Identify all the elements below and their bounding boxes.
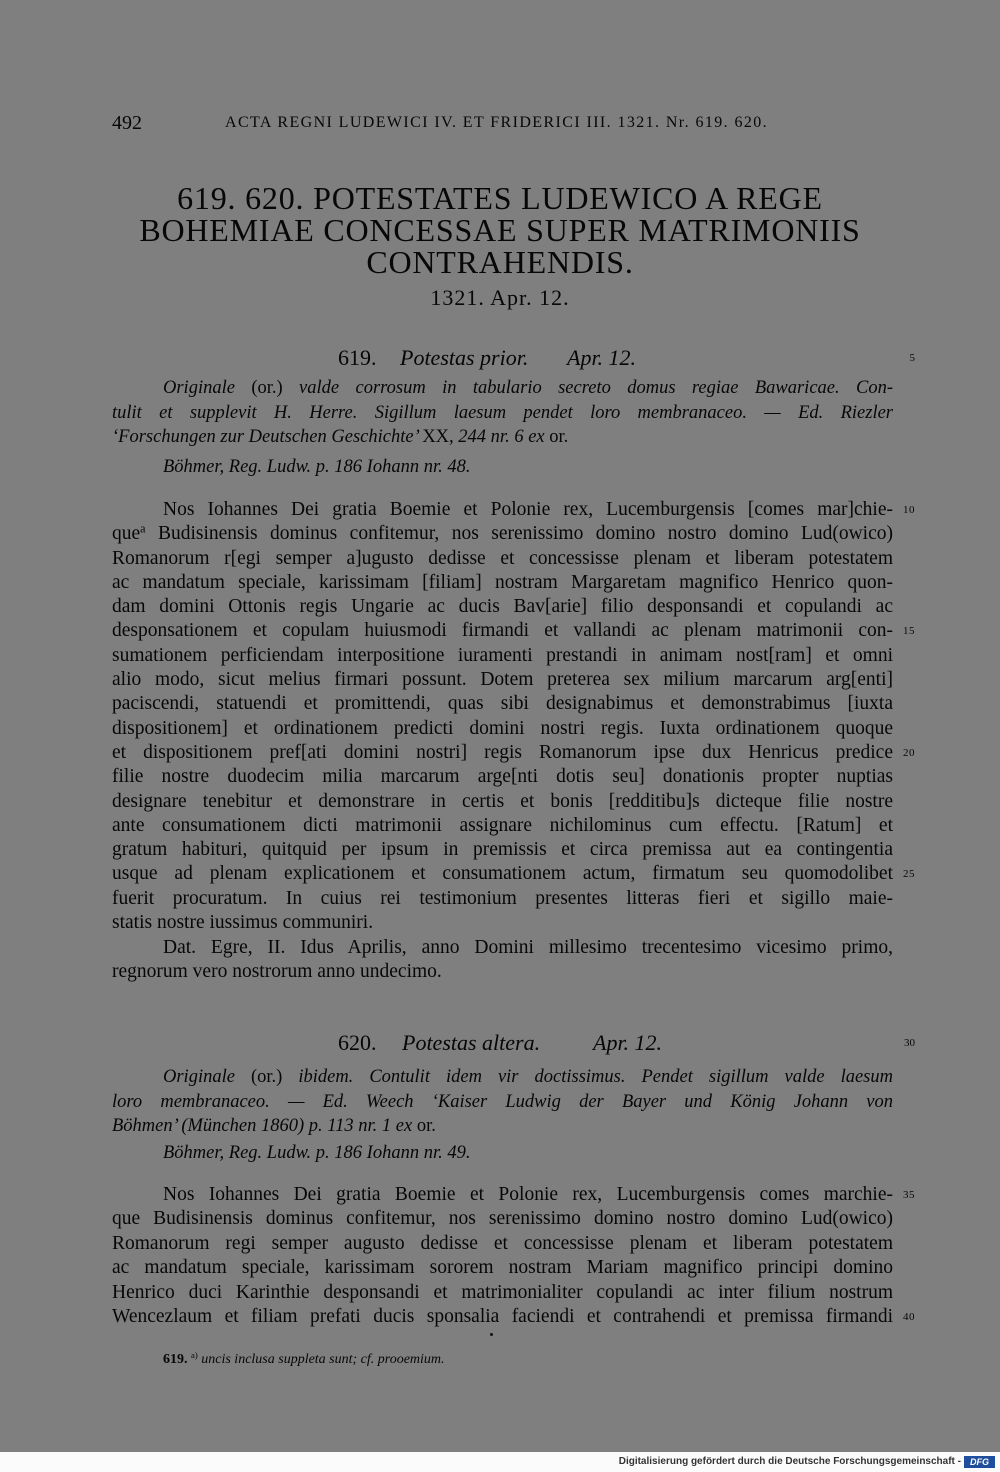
- text-segment: or.: [549, 427, 569, 447]
- text-line: [112, 1207, 893, 1231]
- source-line: [112, 1065, 893, 1090]
- text-line: [112, 644, 893, 668]
- margin-line-number: 20: [903, 746, 915, 759]
- page-number: 492: [112, 112, 142, 134]
- text-line: [112, 619, 915, 643]
- text-line: [112, 814, 893, 838]
- text-segment: Originale: [163, 378, 252, 398]
- text-line: [112, 717, 893, 741]
- text-segment: Dat. Egre, II. Idus Aprilis, anno Domini millesimo trecentesimo vicesimo primo,: [163, 937, 893, 958]
- text-segment: (or.): [251, 378, 283, 398]
- running-head: [112, 110, 893, 136]
- text-line: [112, 1281, 893, 1305]
- text-segment: filie nostre duodecim milia marcarum arge[nti dotis seu] donationis propter nuptias: [112, 766, 893, 788]
- text-segment: , 244 nr. 6 ex: [449, 427, 550, 447]
- regest-reference: [112, 455, 893, 479]
- document-number: 620.: [338, 1030, 377, 1055]
- document-heading-620: [0, 1031, 1000, 1055]
- margin-line-number: 15: [903, 625, 915, 638]
- text-segment: statis nostre iussimus communiri.: [112, 912, 374, 934]
- text-line: [112, 838, 893, 862]
- text-segment: dam domini Ottonis regis Ungarie ac ducis Bav[arie] filio desponsandi et copulandi ac: [112, 596, 893, 618]
- text-line: [112, 911, 893, 935]
- text-line: [112, 960, 893, 984]
- text-segment: tulit et supplevit H. Herre. Sigillum laesum pendet loro membranaceo. — Ed. Riezler: [112, 402, 893, 423]
- title-line: CONTRAHENDIS.: [366, 244, 634, 280]
- source-line: [112, 1114, 893, 1139]
- document-name: Potestas prior.: [400, 345, 529, 370]
- document-text: [112, 498, 915, 935]
- title-line: 619. 620. POTESTATES LUDEWICO A REGE: [177, 180, 823, 216]
- title-line: BOHEMIAE CONCESSAE SUPER MATRIMONIIS: [139, 212, 861, 248]
- text-segment: dispositionem] et ordinationem predicti domini nostri regis. Iuxta ordinationem quoque: [112, 717, 893, 739]
- dfg-logo: DFG: [964, 1456, 995, 1468]
- text-line: [112, 862, 915, 886]
- text-line: [112, 887, 893, 911]
- text-segment: sumationem perficiendam interpositione iuramenti prestandi in animam nost[ram] et omni: [112, 644, 893, 666]
- margin-line-number: 5: [909, 352, 915, 364]
- text-segment: Böhmer, Reg. Ludw. p. 186 Iohann nr. 49.: [163, 1143, 471, 1163]
- text-segment: or.: [416, 1116, 436, 1136]
- text-line: [112, 790, 893, 814]
- page-title: [0, 182, 1000, 278]
- text-segment: Originale: [163, 1067, 251, 1087]
- text-segment: Romanorum regi semper augusto dedisse et concessisse plenam et liberam potestatem: [112, 1232, 893, 1254]
- text-segment: et dispositionem pref[ati domini nostri] regis Romanorum ipse dux Henricus predice: [112, 741, 893, 763]
- text-segment: gratum habituri, quitquid per ipsum in premissis et circa premissa aut ea contingentia: [112, 839, 893, 861]
- text-segment: valde corrosum in tabulario secreto domus regiae Bawaricae. Con-: [282, 378, 893, 398]
- document-date: Apr. 12.: [567, 345, 637, 370]
- text-line: [112, 1256, 893, 1280]
- document-heading-619: [0, 346, 1000, 370]
- footnote-marker: a): [191, 1350, 198, 1361]
- text-line: [112, 1232, 893, 1256]
- text-line: [112, 547, 893, 571]
- text-segment: ibidem. Contulit idem vir doctissimus. Pendet sigillum valde laesum: [282, 1067, 893, 1087]
- text-line: [112, 741, 915, 765]
- source-line: [112, 376, 893, 401]
- text-segment: usque ad plenam explicationem et consumationem actum, firmatum seu quomodolibet: [112, 863, 893, 885]
- text-segment: Henrico duci Karinthie desponsandi et matrimonialiter copulandi ac inter filium nostrum: [112, 1281, 893, 1303]
- text-segment: fuerit procuratum. In cuius rei testimonium presentes litteras fieri et sigillo maie-: [112, 887, 893, 909]
- footnotes: [112, 1350, 893, 1370]
- document-name: Potestas altera.: [402, 1030, 541, 1055]
- text-line: [112, 522, 893, 546]
- text-segment: (or.): [250, 1067, 283, 1087]
- margin-line-number: 10: [903, 504, 915, 516]
- regest-reference: [112, 1141, 893, 1165]
- text-segment: Nos Iohannes Dei gratia Boemie et Polonie rex, Lucemburgensis comes marchie-: [163, 1184, 893, 1205]
- document-date: Apr. 12.: [593, 1030, 663, 1055]
- text-segment: Böhmen’ (München 1860) p. 113 nr. 1 ex: [112, 1116, 417, 1136]
- text-segment: ‘Forschungen zur Deutschen Geschichte’: [112, 427, 423, 447]
- text-segment: ante consumationem dicti matrimonii assignare nichilominus cum effectu. [Ratum] et: [112, 814, 893, 836]
- document-text: [112, 1183, 915, 1329]
- text-segment: que: [112, 523, 141, 545]
- text-segment: regnorum vero nostrorum anno undecimo.: [112, 961, 442, 983]
- text-line: [112, 498, 915, 522]
- text-segment: loro membranaceo. — Ed. Weech ‘Kaiser Ludwig der Bayer und König Johann von: [112, 1091, 893, 1112]
- text-line: [112, 571, 893, 595]
- center-mark: [490, 1333, 493, 1336]
- text-segment: Böhmer, Reg. Ludw. p. 186 Iohann nr. 48.: [163, 457, 471, 477]
- source-line: [112, 1090, 893, 1115]
- text-segment: 619.: [163, 1352, 191, 1367]
- text-line: [112, 668, 893, 692]
- footnote-line: [112, 1350, 893, 1370]
- text-segment: paciscendi, statuendi et promittendi, quas sibi designabimus et demonstrabimus [iuxta: [112, 693, 893, 715]
- text-segment: Nos Iohannes Dei gratia Boemie et Polonie rex, Lucemburgensis [comes mar]chie-: [163, 499, 893, 520]
- text-segment: ac mandatum speciale, karissimam sororem nostram Mariam magnifico principi domino: [112, 1257, 893, 1279]
- source-line: [112, 401, 893, 426]
- text-segment: Romanorum r[egi semper a]ugusto dedisse et concessisse plenam et liberam potestatem: [112, 547, 893, 569]
- text-line: [112, 1183, 915, 1207]
- regest-line: [112, 1141, 893, 1165]
- regest-line: [112, 455, 893, 479]
- funding-credit: Digitalisierung gefördert durch die Deutsche Forschungsgemeinschaft -: [618, 1456, 961, 1467]
- text-line: [112, 1305, 915, 1329]
- digitization-footer: [0, 1452, 1000, 1472]
- text-segment: XX: [422, 427, 450, 447]
- source-line: [112, 425, 893, 450]
- text-segment: uncis inclusa suppleta sunt; cf. prooemium.: [197, 1352, 445, 1367]
- source-note: [112, 376, 893, 450]
- text-segment: Wencezlaum et filiam prefati ducis sponsalia faciendi et contrahendi et premissa firmandi: [112, 1306, 893, 1328]
- margin-line-number: 30: [904, 1037, 915, 1049]
- text-line: [112, 692, 893, 716]
- text-segment: Budisinensis dominus confitemur, nos serenissimo domino nostro domino Lud(owico): [145, 523, 893, 545]
- footnote-marker: a: [140, 521, 146, 536]
- running-title: ACTA REGNI LUDEWICI IV. ET FRIDERICI III. 1321. Nr. 619. 620.: [225, 114, 769, 131]
- title-date: 1321. Apr. 12.: [430, 285, 570, 310]
- text-segment: desponsationem et copulam huiusmodi firmandi et vallandi ac plenam matrimonii con-: [112, 620, 893, 642]
- dating-clause: [112, 936, 893, 985]
- document-number: 619.: [338, 345, 377, 370]
- margin-line-number: 35: [903, 1189, 915, 1201]
- source-note: [112, 1065, 893, 1139]
- text-segment: ac mandatum speciale, karissimam [filiam] nostram Margaretam magnifico Henrico quon-: [112, 571, 893, 593]
- text-segment: designare tenebitur et demonstrare in certis et bonis [redditibu]s dicteque filie nostre: [112, 790, 893, 812]
- text-segment: alio modo, sicut melius firmari possunt. Dotem preterea sex milium marcarum arg[enti]: [112, 669, 893, 691]
- text-segment: que Budisinensis dominus confitemur, nos serenissimo domino nostro domino Lud(owico): [112, 1208, 893, 1230]
- margin-line-number: 40: [903, 1311, 915, 1324]
- margin-line-number: 25: [903, 868, 915, 881]
- text-line: [112, 765, 893, 789]
- text-line: [112, 936, 893, 960]
- text-line: [112, 595, 893, 619]
